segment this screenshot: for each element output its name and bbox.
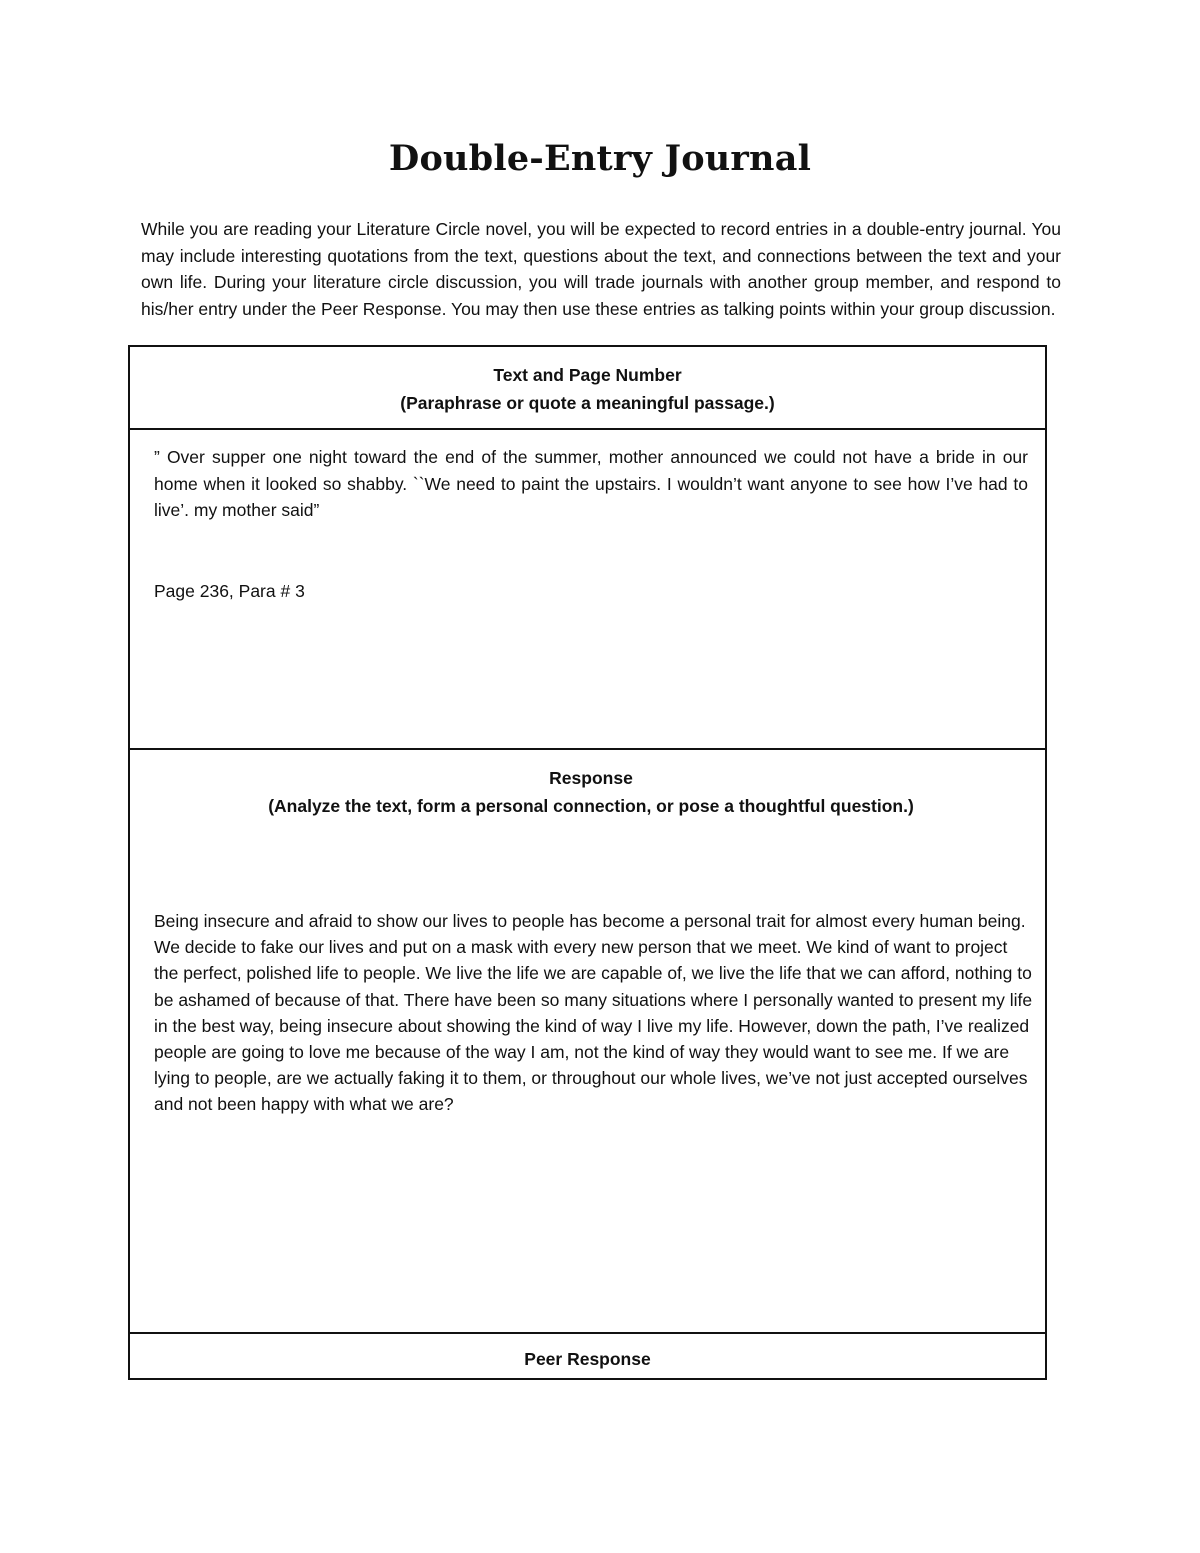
peer-response-section [130, 1334, 1045, 1378]
peer-response-heading: Peer Response [524, 1349, 651, 1369]
page-reference: Page 236, Para # 3 [154, 580, 305, 601]
response-text: Being insecure and afraid to show our lives to people has become a personal trait for almost every human being. We decide to fake our lives and put on a mask with every new person that we meet. We kind of want to project the perfect, polished life to people. We live the life we are capable of, we live the life that we can afford, nothing to be ashamed of because of that. There have been so many situations where I personally wanted to present my life in the best way, being insecure about showing the kind of way I live my life. However, down the path, I’ve realized people are going to love me because of the way I am, not the kind of way they would want to see me. If we are lying to people, are we actually faking it to them, or throughout our whole lives, we’ve not just accepted ourselves and not been happy with what we are? [154, 911, 1033, 1115]
response-heading: Response [549, 768, 633, 788]
page-title: Double-Entry Journal [388, 138, 812, 179]
instructions-paragraph: While you are reading your Literature Circle novel, you will be expected to record entries in a double-entry journal. You may include interesting quotations from the text, questions about the text, and connections between the text and your own life. During your literature circle discussion, you will trade journals with another group member, and respond to his/her entry under the Peer Response. You may then use these entries as talking points within your group discussion. [141, 219, 1061, 319]
text-section-header [130, 347, 1045, 430]
text-section-heading: Text and Page Number [493, 365, 682, 385]
text-section-subheading: (Paraphrase or quote a meaningful passage.) [400, 393, 775, 413]
journal-table [128, 345, 1047, 1380]
text-section-body [130, 430, 1045, 750]
quoted-passage: ” Over supper one night toward the end of the summer, mother announced we could not have a bride in our home when it looked so shabby. ``We need to paint the upstairs. I wouldn’t want anyone to see how I’ve had to live’. my mother said” [154, 447, 1028, 520]
response-subheading: (Analyze the text, form a personal connection, or pose a thoughtful question.) [268, 796, 914, 816]
response-section [130, 750, 1045, 1334]
